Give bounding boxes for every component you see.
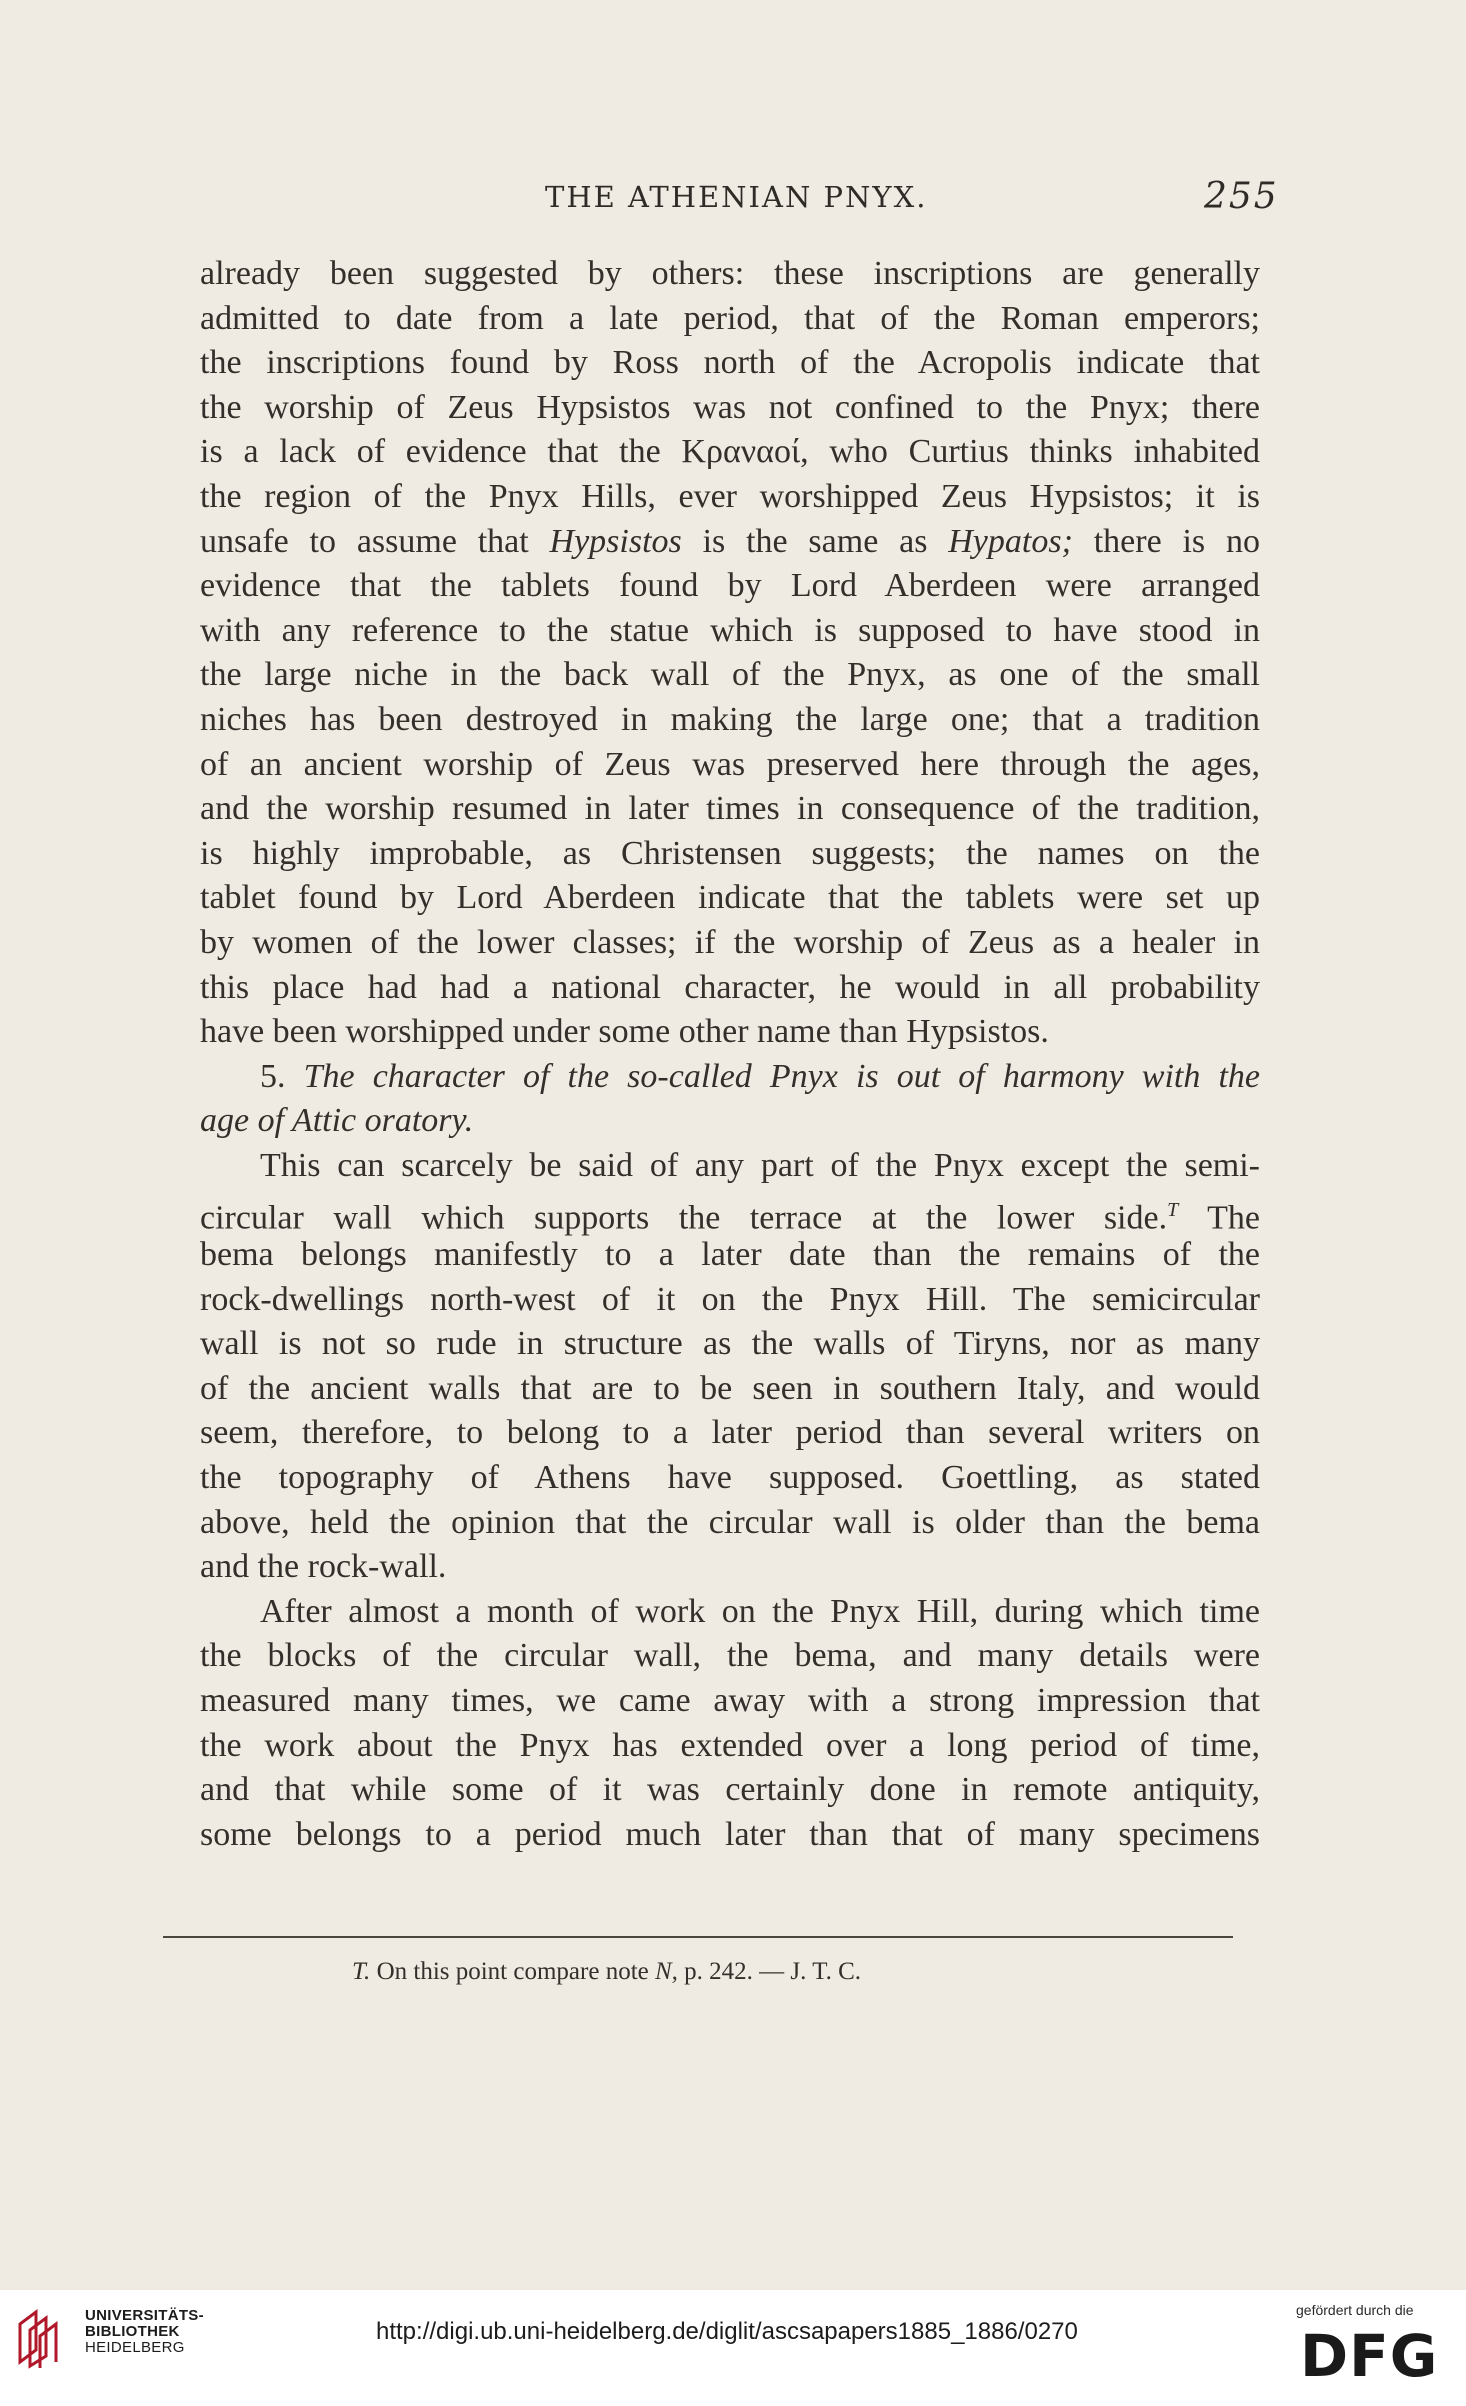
footnote-note-ref: N,: [654, 1958, 678, 1985]
text-line: already been suggested by others: these inscriptions are generally: [200, 255, 1260, 292]
footnote: [352, 1958, 861, 1986]
text-line: this place had had a national character, he would in all probability: [200, 968, 1260, 1006]
text-line: evidence that the tablets found by Lord Aberdeen were arranged: [200, 567, 1260, 605]
library-line: UNIVERSITÄTS-: [85, 2307, 204, 2324]
footnote-divider: [163, 1936, 1233, 1938]
text-line: have been worshipped under some other name than Hypsistos.: [200, 1013, 1049, 1051]
italic-term: Hypsistos: [549, 522, 682, 560]
text-line: and that while some of it was certainly done in remote antiquity,: [200, 1771, 1260, 1809]
text-line: is highly improbable, as Christensen suggests; the names on the: [200, 834, 1260, 872]
body-text: [200, 252, 1260, 1857]
text-segment: is the same as: [681, 522, 949, 560]
text-line: the region of the Pnyx Hills, ever worshipped Zeus Hypsistos; it is: [200, 477, 1260, 515]
footnote-marker: T.: [352, 1958, 371, 1985]
section-heading: The character of the so-called Pnyx is out of harmony with the: [303, 1057, 1261, 1095]
section-number: 5.: [260, 1057, 286, 1095]
text-line: admitted to date from a late period, that of the Roman emperors;: [200, 299, 1260, 337]
text-line: the topography of Athens have supposed. Goettling, as stated: [200, 1459, 1260, 1497]
section-heading-line: age of Attic oratory.: [200, 1102, 474, 1140]
text-line: above, held the opinion that the circular wall is older than the bema: [200, 1503, 1260, 1541]
text-line: rock-dwellings north-west of it on the Pnyx Hill. The semicircular: [200, 1280, 1260, 1318]
footnote-marker: T: [1167, 1199, 1179, 1222]
page-number: 255: [1204, 176, 1279, 217]
university-library-name: [85, 2308, 204, 2356]
text-line: the work about the Pnyx has extended over a long period of time,: [200, 1726, 1260, 1764]
text-line: This can scarcely be said of any part of the Pnyx except the semi-: [260, 1146, 1260, 1184]
section-heading-line: [200, 1055, 1260, 1100]
source-url-link[interactable]: http://digi.ub.uni-heidelberg.de/diglit/ascsapapers1885_1886/0270: [376, 2318, 1078, 2345]
library-line: HEIDELBERG: [85, 2339, 185, 2356]
italic-term: Hypatos;: [948, 522, 1073, 560]
text-line: measured many times, we came away with a strong impression that: [200, 1682, 1260, 1719]
funding-caption: gefördert durch die: [1296, 2302, 1414, 2318]
text-line: seem, therefore, to belong to a later period than several writers on: [200, 1414, 1260, 1452]
text-line: the blocks of the circular wall, the bema, and many details were: [200, 1637, 1260, 1675]
text-line: wall is not so rude in structure as the walls of Tiryns, nor as many: [200, 1325, 1260, 1363]
text-segment: The: [1178, 1199, 1260, 1237]
footnote-text: p. 242. — J. T. C.: [677, 1958, 862, 1985]
text-line: of the ancient walls that are to be seen in southern Italy, and would: [200, 1369, 1260, 1407]
text-line: the worship of Zeus Hypsistos was not confined to the Pnyx; there: [200, 388, 1260, 426]
text-line: the large niche in the back wall of the Pnyx, as one of the small: [200, 656, 1260, 694]
text-line: some belongs to a period much later than that of many specimens: [200, 1815, 1260, 1853]
running-title: THE ATHENIAN PNYX.: [545, 180, 928, 214]
text-line: niches has been destroyed in making the large one; that a tradition: [200, 700, 1260, 738]
library-line: BIBLIOTHEK: [85, 2323, 180, 2340]
text-segment: there is no: [1072, 522, 1260, 560]
text-line: and the rock-wall.: [200, 1548, 447, 1586]
text-line: [200, 1188, 1260, 1237]
text-line: After almost a month of work on the Pnyx Hill, during which time: [260, 1592, 1260, 1630]
text-line: bema belongs manifestly to a later date than the remains of the: [200, 1236, 1260, 1274]
viewer-footer: [0, 2290, 1466, 2406]
university-library-logo-icon: [10, 2302, 80, 2372]
text-segment: circular wall which supports the terrace at the lower side.: [200, 1199, 1168, 1237]
text-segment: unsafe to assume that: [200, 522, 550, 560]
text-line: and the worship resumed in later times in consequence of the tradition,: [200, 790, 1260, 828]
text-line: the inscriptions found by Ross north of the Acropolis indicate that: [200, 344, 1260, 382]
text-line: by women of the lower classes; if the worship of Zeus as a healer in: [200, 923, 1260, 961]
text-line: tablet found by Lord Aberdeen indicate that the tablets were set up: [200, 879, 1260, 917]
text-line: with any reference to the statue which is supposed to have stood in: [200, 611, 1260, 649]
dfg-logo: DFG: [1300, 2322, 1439, 2390]
text-line: of an ancient worship of Zeus was preserved here through the ages,: [200, 745, 1260, 783]
footnote-text: On this point compare note: [370, 1958, 655, 1985]
text-line: [200, 520, 1260, 565]
text-line: is a lack of evidence that the Κραναοί, who Curtius thinks inhabited: [200, 433, 1260, 471]
